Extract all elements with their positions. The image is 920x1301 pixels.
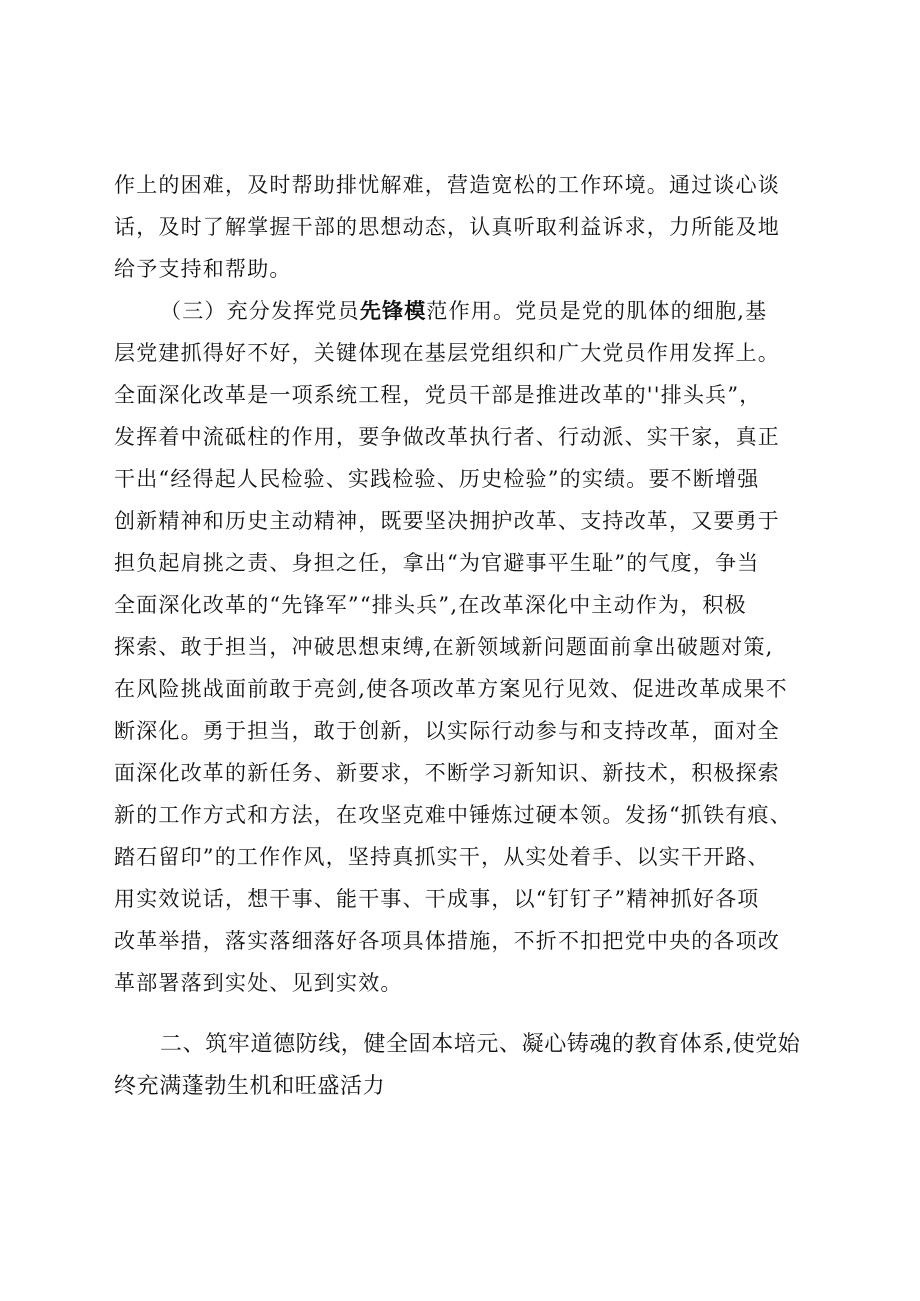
section-two-heading-line-2: 终充满蓬勃生机和旺盛活力 (114, 1074, 386, 1099)
section-three-line (160, 296, 767, 326)
body-text-line: 作上的困难，及时帮助排忧解难，营造宽松的工作环境。通过谈心谈 (114, 173, 780, 197)
body-text-line: 面深化改革的新任务、新要求，不断学习新知识、新技术，积极探索 (114, 761, 780, 785)
body-text-line: 担负起肩挑之责、身担之任，拿出“为官避事平生耻”的气度，争当 (114, 551, 760, 575)
section-three-title-end: 范作用。党员是党的肌体的细胞,基 (426, 299, 768, 323)
body-text-line: 探索、敢于担当，冲破思想束缚,在新领域新问题面前拿出破题对策, (114, 635, 774, 659)
section-three-bold-phrase: 先锋模 (359, 298, 427, 323)
body-text-line: 断深化。勇于担当，敢于创新，以实际行动参与和支持改革，面对全 (114, 719, 780, 743)
body-text-line: 创新精神和历史主动精神，既要坚决拥护改革、支持改革，又要勇于 (114, 509, 780, 533)
body-text-line: 干出“经得起人民检验、实践检验、历史检验”的实绩。要不断增强 (114, 467, 760, 491)
body-text-line: 用实效说话，想干事、能干事、干成事，以“钉钉子”精神抓好各项 (114, 887, 760, 911)
body-text-line: 改革举措，落实落细落好各项具体措施，不折不扣把党中央的各项改 (114, 929, 780, 953)
body-text-line: 发挥着中流砥柱的作用，要争做改革执行者、行动派、实干家，真正 (114, 425, 780, 449)
body-text-line: 新的工作方式和方法，在攻坚克难中锤炼过硬本领。发扬“抓铁有痕、 (114, 803, 792, 827)
body-text-line: 全面深化改革的“先锋军”“排头兵”,在改革深化中主动作为，积极 (114, 593, 747, 617)
body-text-line: 在风险挑战面前敢于亮剑,使各项改革方案见行见效、促进改革成果不 (114, 677, 788, 701)
body-text-line: 话，及时了解掌握干部的思想动态，认真听取利益诉求，力所能及地 (114, 215, 780, 239)
body-text-line: 层党建抓得好不好，关键体现在基层党组织和广大党员作用发挥上。 (114, 341, 780, 365)
section-two-heading-line-1: 二、筑牢道德防线，健全固本培元、凝心铸魂的教育体系,使党始 (160, 1032, 801, 1057)
body-text-line: 给予支持和帮助。 (114, 257, 292, 281)
section-three-title-start: （三）充分发挥党员 (160, 299, 360, 323)
body-text-line: 踏石留印”的工作作风，坚持真抓实干，从实处着手、以实干开路、 (114, 845, 770, 869)
body-text-line: 革部署落到实处、见到实效。 (114, 971, 403, 995)
body-text-line: 全面深化改革是一项系统工程，党员干部是推进改革的''排头兵”， (114, 383, 762, 407)
